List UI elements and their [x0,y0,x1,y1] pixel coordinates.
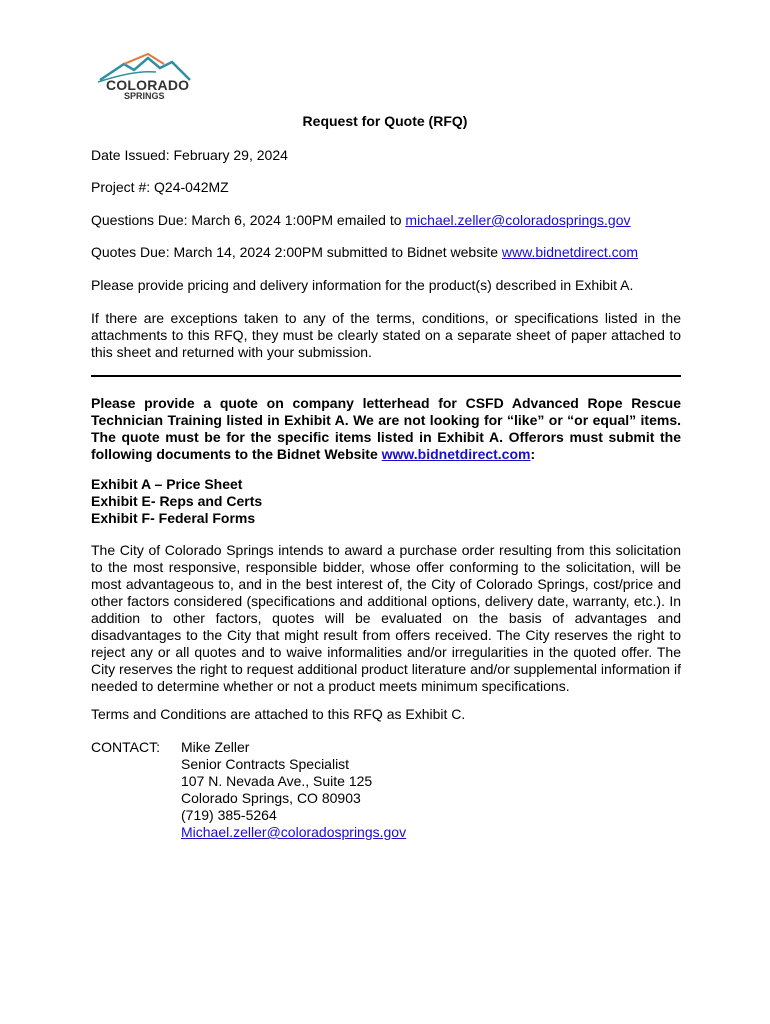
contact-email-link[interactable]: Michael.zeller@coloradosprings.gov [181,824,407,840]
contact-title: Senior Contracts Specialist [181,756,350,772]
award-paragraph: The City of Colorado Springs intends to award a purchase order resulting from this solicitation to the most responsive, responsible bidder, whose offer conforming to the solicitation, will be most advantageous to, and in the best interest of, the City of Colorado Springs, cost/price and other factors considered (specifications and additional options, delivery date, warranty, etc.). In addition to other factors, quotes will be evaluated on the basis of advantages and disadvantages to the City that might result from offers received. The City reserves the right to reject any or all quotes and to waive informalities and/or irregularities in the quoted offer. The City reserves the right to request additional product literature and/or supplemental information if needed to determine whether or not a product meets minimum specifications. [91,542,681,694]
contact-phone: (719) 385-5264 [181,807,277,823]
questions-email-link[interactable]: michael.zeller@coloradosprings.gov [405,212,631,228]
divider [91,375,681,377]
bold-notice-text: Please provide a quote on company letterhead for CSFD Advanced Rope Rescue Technician Training listed in Exhibit A. We are not looking for “like” or “or equal” items. The quote must be for the specific items listed in Exhibit A. Offerors must submit the following documents to the Bidnet Website [91,395,681,462]
bold-notice [91,395,681,463]
page-title: Request for Quote (RFQ) [302,113,468,129]
contact-name: Mike Zeller [181,739,250,755]
project-number: Project #: Q24-042MZ [91,179,229,195]
exceptions-note: If there are exceptions taken to any of the terms, conditions, or specifications listed in the attachments to this RFQ, they must be clearly stated on a separate sheet of paper attached to this sheet and returned with your submission. [91,310,681,360]
logo-text-colorado: COLORADO [106,77,190,93]
questions-due-text: Questions Due: March 6, 2024 1:00PM emailed to [91,212,406,228]
contact-label: CONTACT: [91,739,160,755]
contact-address-1: 107 N. Nevada Ave., Suite 125 [181,773,373,789]
contact-block [181,739,406,841]
bold-notice-suffix: : [530,446,536,462]
contact-address-2: Colorado Springs, CO 80903 [181,790,361,806]
logo-text-springs: SPRINGS [124,91,165,101]
quotes-due-text: Quotes Due: March 14, 2024 2:00PM submitted to Bidnet website [91,244,502,260]
exhibit-e: Exhibit E- Reps and Certs [91,493,263,509]
questions-due [91,212,681,229]
pricing-note: Please provide pricing and delivery information for the product(s) described in Exhibit A. [91,277,634,293]
bidnet-link[interactable]: www.bidnetdirect.com [501,244,639,260]
date-issued: Date Issued: February 29, 2024 [91,147,288,163]
terms-note: Terms and Conditions are attached to this RFQ as Exhibit C. [91,706,466,722]
colorado-springs-logo [94,50,194,102]
bidnet-link-2[interactable]: www.bidnetdirect.com [381,446,531,462]
quotes-due [91,244,681,261]
exhibit-a: Exhibit A – Price Sheet [91,476,243,492]
exhibit-f: Exhibit F- Federal Forms [91,510,256,526]
